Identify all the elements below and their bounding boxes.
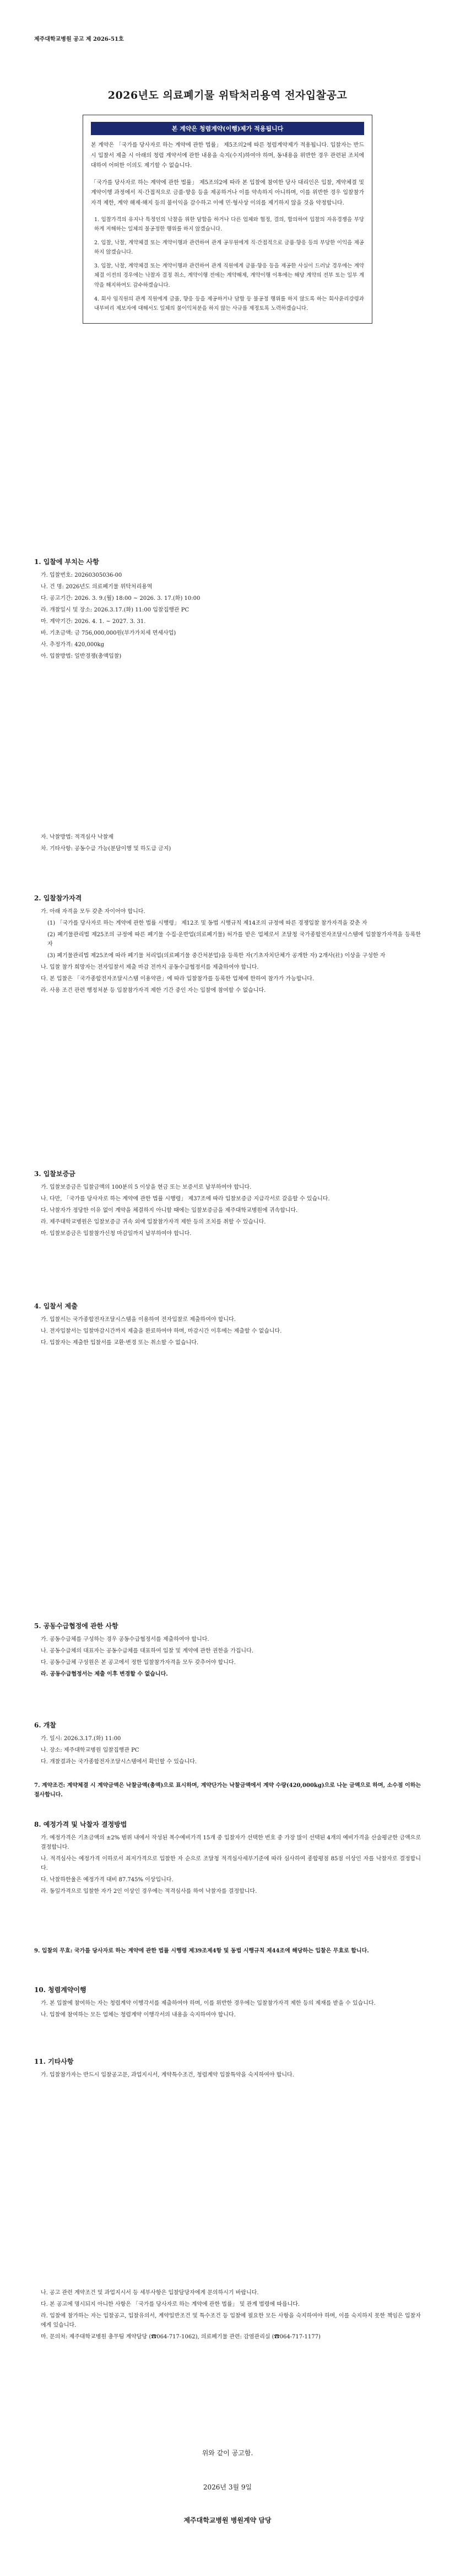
section-9 <box>34 1946 421 1958</box>
section-line: 다. 낙찰자가 정당한 이유 없이 계약을 체결하지 아니할 때에는 입찰보증금을 제주대학교병원에 귀속합니다. <box>41 1208 298 1214</box>
section-line: 라. 동일가격으로 입찰한 자가 2인 이상인 경우에는 적격심사를 하여 낙찰자를 결정합니다. <box>41 1888 257 1895</box>
section-3 <box>34 1169 421 1241</box>
issuer-name: 제주대학교병원 병원계약 담당 <box>183 2516 272 2524</box>
section-line: 나. 공동수급체의 대표자는 공동수급체를 대표하여 입찰 및 계약에 관한 권한을 가집니다. <box>41 1648 253 1654</box>
section-4 <box>34 1301 421 1350</box>
section-line: 나. 장소: 제주대학교병원 입찰집행관 PC <box>41 1747 139 1753</box>
integrity-item: 3. 입찰, 낙찰, 계약체결 또는 계약이행과 관련하여 관계 직원에게 금품·향응 등을 제공한 사실이 드러날 경우에는 계약체결 이전의 경우에는 낙찰자 결정 취소, 계약이행 전에는 계약해제, 계약이행 이후에는 해당 계약의 전부 또는 일부 계약을 해지하여도 감수하겠습니다. <box>94 263 364 288</box>
closing-text: 위와 같이 공고함. <box>202 2449 253 2457</box>
section-line: 다. 공동수급체 구성원은 본 공고에서 정한 입찰참가자격을 모두 갖추어야 합니다. <box>41 1660 236 1666</box>
section-line: 사. 추정가격: 420,000kg <box>41 642 105 648</box>
section-line: (1) 「국가를 당사자로 하는 계약에 관한 법률 시행령」 제12조 및 동법 시행규칙 제14조의 규정에 따른 경쟁입찰 참가자격을 갖춘 자 <box>47 920 367 926</box>
section-title: 6. 개찰 <box>34 1721 56 1729</box>
section-line: 바. 기초금액: 금 756,000,000원(부가가치세 면세사업) <box>41 630 176 636</box>
closing <box>0 2448 455 2457</box>
section-line: 마. 입찰보증금은 입찰참가신청 마감일까지 납부하여야 합니다. <box>41 1231 192 1237</box>
integrity-item: 1. 입찰가격의 유지나 특정인의 낙찰을 위한 담합을 하거나 다른 업체와 협정, 결의, 합의하여 입찰의 자유경쟁을 부당하게 저해하는 일체의 불공정한 행위를 하지 않겠습니다. <box>94 217 364 233</box>
section-line: 다. 입찰자는 제출한 입찰서를 교환·변경 또는 취소할 수 없습니다. <box>41 1340 199 1346</box>
section-line: 다. 낙찰하한율은 예정가격 대비 87.745% 이상입니다. <box>41 1877 174 1883</box>
section-line: 나. 적격심사는 예정가격 이하로서 최저가격으로 입찰한 자 순으로 조달청 적격심사세부기준에 따라 심사하여 종합평점 85점 이상인 자를 낙찰자로 결정합니다. <box>41 1856 421 1871</box>
section-line: (2) 폐기물관리법 제25조의 규정에 따른 폐기물 수집·운반업(의료폐기물) 허가를 받은 업체로서 조달청 국가종합전자조달시스템에 입찰참가자격을 등록한 자 <box>47 932 421 947</box>
section-title: 3. 입찰보증금 <box>34 1170 75 1178</box>
section-1-extra <box>34 833 421 856</box>
section-6 <box>34 1720 421 1769</box>
section-line: 가. 입찰서는 국가종합전자조달시스템을 이용하여 전자입찰로 제출하여야 합니다. <box>41 1317 236 1323</box>
date-text: 2026년 3월 9일 <box>203 2483 252 2491</box>
closing-date <box>0 2482 455 2492</box>
section-7 <box>34 1781 421 1802</box>
section-line: 7. 계약조건: 계약체결 시 계약금액은 낙찰금액(총액)으로 표시하며, 계약단가는 낙찰금액에서 계약 수량(420,000kg)으로 나눈 금액으로 하며, 소수점 이하는 절사합니다. <box>34 1783 421 1798</box>
section-line: 라. 공동수급협정서는 제출 이후 변경할 수 없습니다. <box>41 1671 168 1677</box>
section-1 <box>34 557 421 663</box>
section-title: 1. 입찰에 부치는 사항 <box>34 558 99 566</box>
section-line: 라. 입찰에 참가하는 자는 입찰공고, 입찰유의서, 계약일반조건 및 특수조건 등 입찰에 필요한 모든 사항을 숙지하여야 하며, 이를 숙지하지 못한 책임은 입찰자에게 있습니다. <box>41 2313 421 2328</box>
section-line: 나. 전자입찰서는 입찰마감시간까지 제출을 완료하여야 하며, 마감시간 이후에는 제출할 수 없습니다. <box>41 1328 282 1334</box>
integrity-para: 「국가를 당사자로 하는 계약에 관한 법률」 제5조의2에 따라 본 입찰에 참여한 당사 대리인은 입찰, 계약체결 및 계약이행 과정에서 직·간접적으로 금품·향응 등을 제공하거나 이를 약속하지 아니하며, 이를 위반한 경우 입찰참가자격 제한, 계약 해제·해지 등의 불이익을 감수하고 이에 민·형사상 이의를 제기하지 않을 것을 약정합니다. <box>91 179 364 206</box>
section-line: 가. 예정가격은 기초금액의 ±2% 범위 내에서 작성된 복수예비가격 15개 중 입찰자가 선택한 번호 중 가장 많이 선택된 4개의 예비가격을 산술평균한 금액으로 결정합니다. <box>41 1835 421 1850</box>
section-line: 라. 사용 조건 관련 행정처분 등 입찰참가자격 제한 기간 중인 자는 입찰에 참여할 수 없습니다. <box>41 988 266 994</box>
section-line: 나. 건 명: 2026년도 의료폐기물 위탁처리용역 <box>41 584 153 590</box>
section-8 <box>34 1820 421 1898</box>
section-line: (3) 폐기물관리법 제25조에 따라 폐기물 처리업(의료폐기물 중간처분업)을 등록한 자(기초자치단체가 공개한 자) 2개사(社) 이상을 구성한 자 <box>47 953 386 959</box>
section-10 <box>34 1985 421 2022</box>
section-line: 다. 개찰결과는 국가종합전자조달시스템에서 확인할 수 있습니다. <box>41 1759 197 1765</box>
section-5 <box>34 1621 421 1681</box>
section-title: 4. 입찰서 제출 <box>34 1302 78 1310</box>
section-line: 가. 입찰보증금은 입찰금액의 100분의 5 이상을 현금 또는 보증서로 납부하여야 합니다. <box>41 1184 252 1190</box>
section-line: 가. 본 입찰에 참여하는 자는 청렴계약 이행각서를 제출하여야 하며, 이를 위반한 경우에는 입찰참가자격 제한 등의 제재를 받을 수 있습니다. <box>41 2000 376 2006</box>
section-line: 가. 입찰참가자는 반드시 입찰공고문, 과업지시서, 계약특수조건, 청렴계약 입찰특약을 숙지하여야 합니다. <box>41 2072 294 2078</box>
section-line: 라. 제주대학교병원은 입찰보증금 귀속 외에 입찰참가자격 제한 등의 조치를 취할 수 있습니다. <box>41 1219 266 1225</box>
section-title: 2. 입찰참가자격 <box>34 894 82 902</box>
integrity-notice-box <box>83 115 372 324</box>
section-line: 가. 공동수급체를 구성하는 경우 공동수급협정서를 제출하여야 합니다. <box>41 1636 209 1643</box>
integrity-intro: 본 계약은 「국가를 당사자로 하는 계약에 관한 법률」 제5조의2에 따른 청렴계약제가 적용됩니다. 입찰자는 반드시 입찰서 제출 시 아래의 청렴 계약서에 관한 내용을 숙지(수지)하여야 하며, 동내용을 위반한 경우 관련된 조치에 대하여 어떠한 이의도 제기할 수 없습니다. <box>91 142 364 169</box>
document-code: 제주대학교병원 공고 제 2026-51호 <box>34 36 124 42</box>
integrity-banner: 본 계약은 청렴계약(이행)제가 적용됩니다 <box>91 122 364 135</box>
section-title: 10. 청렴계약이행 <box>34 1986 86 1994</box>
section-line: 라. 개찰일시 및 장소: 2026.3.17.(화) 11:00 입찰집행관 PC <box>41 607 189 613</box>
section-line: 아. 입찰방법: 일반경쟁(총액입찰) <box>41 653 122 659</box>
section-line: 나. 입찰에 참여하는 모든 업체는 청렴계약 이행각서의 내용을 숙지하여야 합니다. <box>41 2012 236 2018</box>
section-line: 차. 기타사항: 공동수급 가능(분담이행 및 하도급 금지) <box>41 846 171 852</box>
section-title: 5. 공동수급협정에 관한 사항 <box>34 1622 118 1630</box>
section-title: 11. 기타사항 <box>34 2058 74 2065</box>
issuer <box>0 2515 455 2525</box>
integrity-item: 4. 회사 임직원의 관계 직원에게 금품, 향응 등을 제공하거나 담합 등 불공정 행위를 하지 않도록 하는 회사윤리강령과 내부비리 제보자에 대해서도 일체의 불이익처분을 하지 않는 사규를 제정토록 노력하겠습니다. <box>94 296 364 312</box>
section-11 <box>34 2057 421 2082</box>
section-title: 8. 예정가격 및 낙찰자 결정방법 <box>34 1821 127 1828</box>
section-line: 가. 아래 자격을 모두 갖춘 자이어야 합니다. <box>41 909 145 915</box>
section-line: 다. 본 입찰은 「국가종합전자조달시스템 이용약관」에 따라 입찰참가를 등록한 업체에 한하여 참가가 가능합니다. <box>41 976 315 982</box>
section-line: 나. 공고 관련 계약조건 및 과업지시서 등 세부사항은 입찰담당자에게 문의하시기 바랍니다. <box>41 2290 259 2296</box>
section-line: 다. 공고기간: 2026. 3. 9.(월) 18:00 ~ 2026. 3. 17.(화) 10:00 <box>41 595 201 602</box>
section-line: 9. 입찰의 무효: 국가를 당사자로 하는 계약에 관한 법률 시행령 제39조제4항 및 동법 시행규칙 제44조에 해당하는 입찰은 무효로 합니다. <box>34 1948 369 1954</box>
section-tail <box>34 2288 421 2344</box>
section-line: 나. 입찰 참가 희망자는 전자입찰서 제출 마감 전까지 공동수급협정서를 제출하여야 합니다. <box>41 964 259 970</box>
integrity-item: 2. 입찰, 낙찰, 계약체결 또는 계약이행과 관련하여 관계 공무원에게 직·간접적으로 금품·향응 등의 부당한 이익을 제공하지 않겠습니다. <box>94 240 364 256</box>
section-line: 가. 일시: 2026.3.17.(화) 11:00 <box>41 1736 121 1742</box>
section-line: 마. 계약기간: 2026. 4. 1. ~ 2027. 3. 31. <box>41 619 146 625</box>
section-line: 마. 문의처: 제주대학교병원 총무팀 계약담당 (☎064-717-1062), 의료폐기물 관련: 감염관리실 (☎064-717-1177) <box>41 2334 321 2340</box>
section-line: 나. 다만, 「국가를 당사자로 하는 계약에 관한 법률 시행령」 제37조에 따라 입찰보증금 지급각서로 갈음할 수 있습니다. <box>41 1196 330 1202</box>
section-line: 자. 낙찰방법: 적격심사 낙찰제 <box>41 834 114 840</box>
page-title: 2026년도 의료폐기물 위탁처리용역 전자입찰공고 <box>107 89 348 101</box>
section-line: 다. 본 공고에 명시되지 아니한 사항은 「국가를 당사자로 하는 계약에 관한 법률」 및 관계 법령에 따릅니다. <box>41 2301 300 2307</box>
section-line: 가. 입찰번호: 20260305036-00 <box>41 572 122 578</box>
section-2 <box>34 893 421 997</box>
